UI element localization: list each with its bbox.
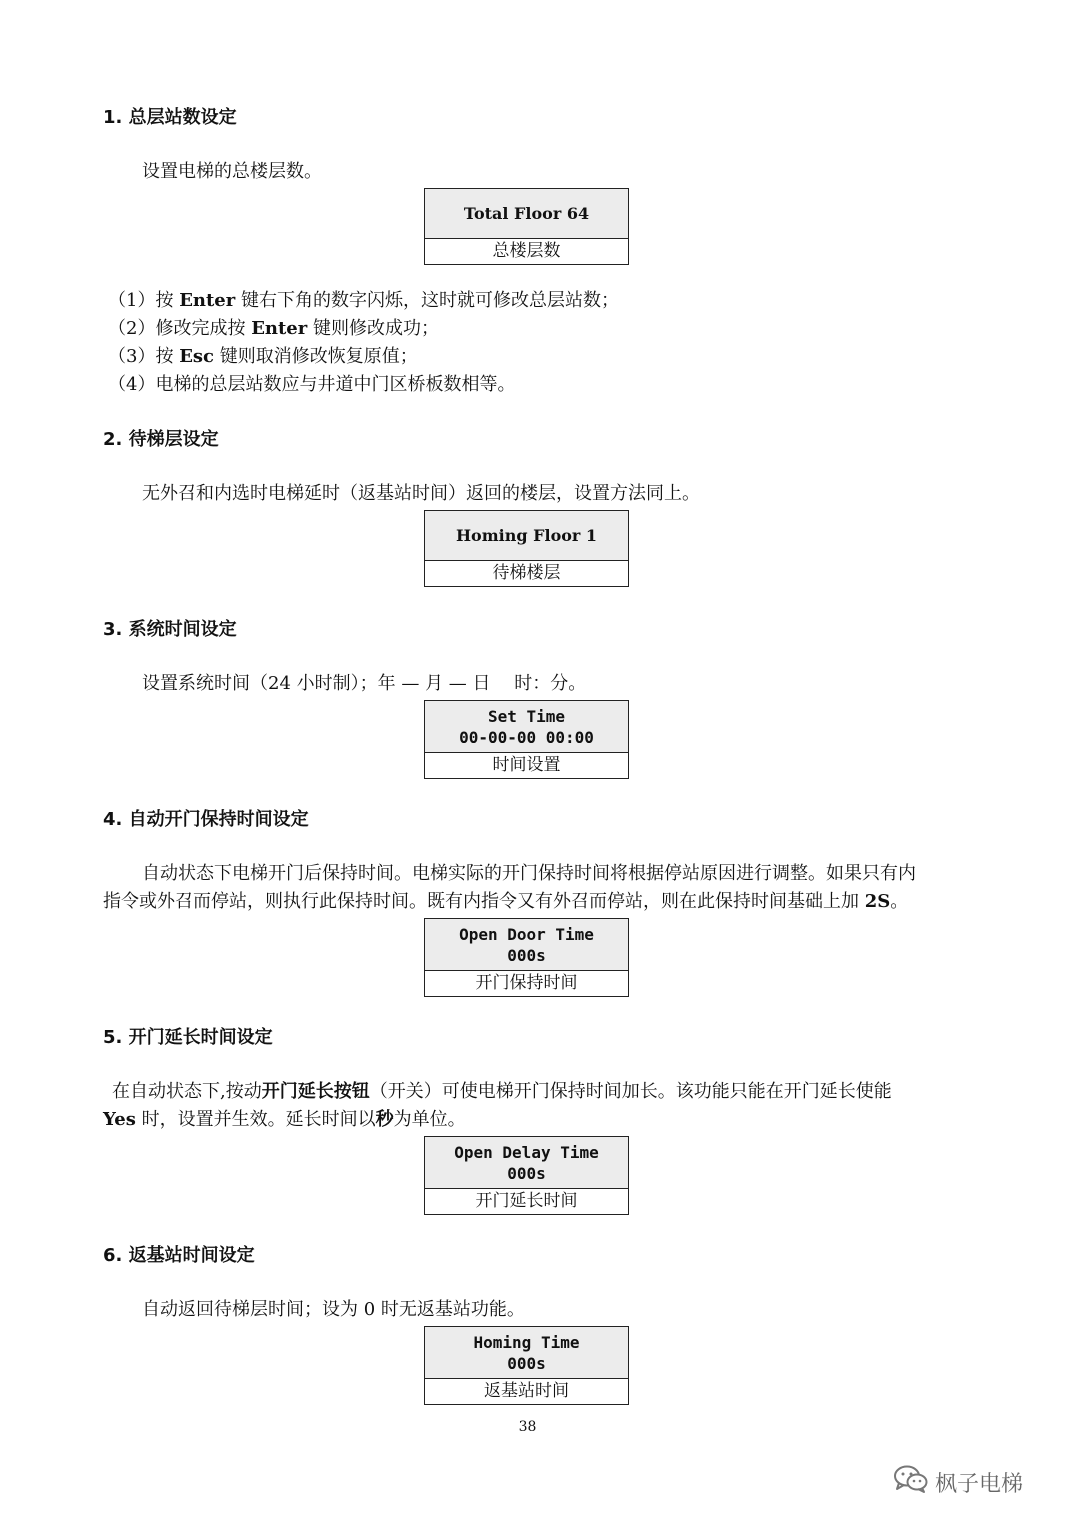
lcd-open-door-time xyxy=(424,918,629,997)
section-6-description: 自动返回待梯层时间；设为 0 时无返基站功能。 xyxy=(142,1299,525,1320)
lcd-homing-floor-caption: 待梯楼层 xyxy=(492,563,561,583)
section-5-description-line2: Yes 时，设置并生效。延长时间以秒为单位。 xyxy=(103,1109,466,1130)
section-6-heading: 6. 返基站时间设定 xyxy=(103,1245,255,1266)
watermark xyxy=(893,1464,1023,1500)
lcd-homing-time xyxy=(424,1326,629,1405)
lcd-total-floor-caption: 总楼层数 xyxy=(492,241,561,261)
section-1-heading: 1. 总层站数设定 xyxy=(103,107,237,128)
wechat-icon xyxy=(893,1464,929,1500)
lcd-homing-floor-line1: Homing Floor 1 xyxy=(455,526,598,545)
lcd-homing-time-line1: Homing Time xyxy=(473,1332,580,1352)
lcd-set-time xyxy=(424,700,629,779)
section-4-description-line1: 自动状态下电梯开门后保持时间。电梯实际的开门保持时间将根据停站原因进行调整。如果只有内 xyxy=(142,863,916,884)
section-1-description: 设置电梯的总楼层数。 xyxy=(142,161,322,182)
lcd-set-time-caption: 时间设置 xyxy=(492,755,561,775)
section-3-heading: 3. 系统时间设定 xyxy=(103,619,237,640)
lcd-homing-time-line2: 000s xyxy=(507,1353,546,1373)
section-2-description: 无外召和内选时电梯延时（返基站时间）返回的楼层，设置方法同上。 xyxy=(142,483,700,504)
section-5-description-line1: 在自动状态下,按动开门延长按钮（开关）可使电梯开门保持时间加长。该功能只能在开门延长使能 xyxy=(112,1081,892,1102)
lcd-total-floor xyxy=(424,188,629,265)
lcd-open-delay-time-caption: 开门延长时间 xyxy=(475,1191,578,1211)
page-number: 38 xyxy=(518,1419,537,1435)
lcd-open-door-time-caption: 开门保持时间 xyxy=(475,973,578,993)
step-3: （3）按 Esc 键则取消修改恢复原值； xyxy=(108,346,418,367)
lcd-homing-floor xyxy=(424,510,629,587)
step-4: （4）电梯的总层站数应与井道中门区桥板数相等。 xyxy=(108,374,516,395)
section-1-steps xyxy=(108,287,619,399)
section-4-heading: 4. 自动开门保持时间设定 xyxy=(103,809,309,830)
lcd-total-floor-line1: Total Floor 64 xyxy=(463,204,590,223)
lcd-set-time-line1: Set Time xyxy=(487,706,566,726)
step-1: （1）按 Enter 键右下角的数字闪烁，这时就可修改总层站数； xyxy=(108,290,619,311)
section-4-description-line2: 指令或外召而停站，则执行此保持时间。既有内指令又有外召而停站，则在此保持时间基础上加 2S。 xyxy=(103,891,909,912)
watermark-text: 枫子电梯 xyxy=(935,1471,1024,1497)
lcd-open-delay-time-line1: Open Delay Time xyxy=(454,1142,599,1162)
section-5-heading: 5. 开门延长时间设定 xyxy=(103,1027,273,1048)
lcd-open-delay-time-line2: 000s xyxy=(507,1163,546,1183)
lcd-homing-time-caption: 返基站时间 xyxy=(484,1381,569,1401)
lcd-open-delay-time xyxy=(424,1136,629,1215)
section-3-description: 设置系统时间（24 小时制）；年 — 月 — 日 时：分。 xyxy=(142,673,587,694)
lcd-set-time-line2: 00-00-00 00:00 xyxy=(459,727,594,747)
lcd-open-door-time-line1: Open Door Time xyxy=(459,924,594,944)
step-2: （2）修改完成按 Enter 键则修改成功； xyxy=(108,318,439,339)
section-2-heading: 2. 待梯层设定 xyxy=(103,429,219,450)
lcd-open-door-time-line2: 000s xyxy=(507,945,546,965)
